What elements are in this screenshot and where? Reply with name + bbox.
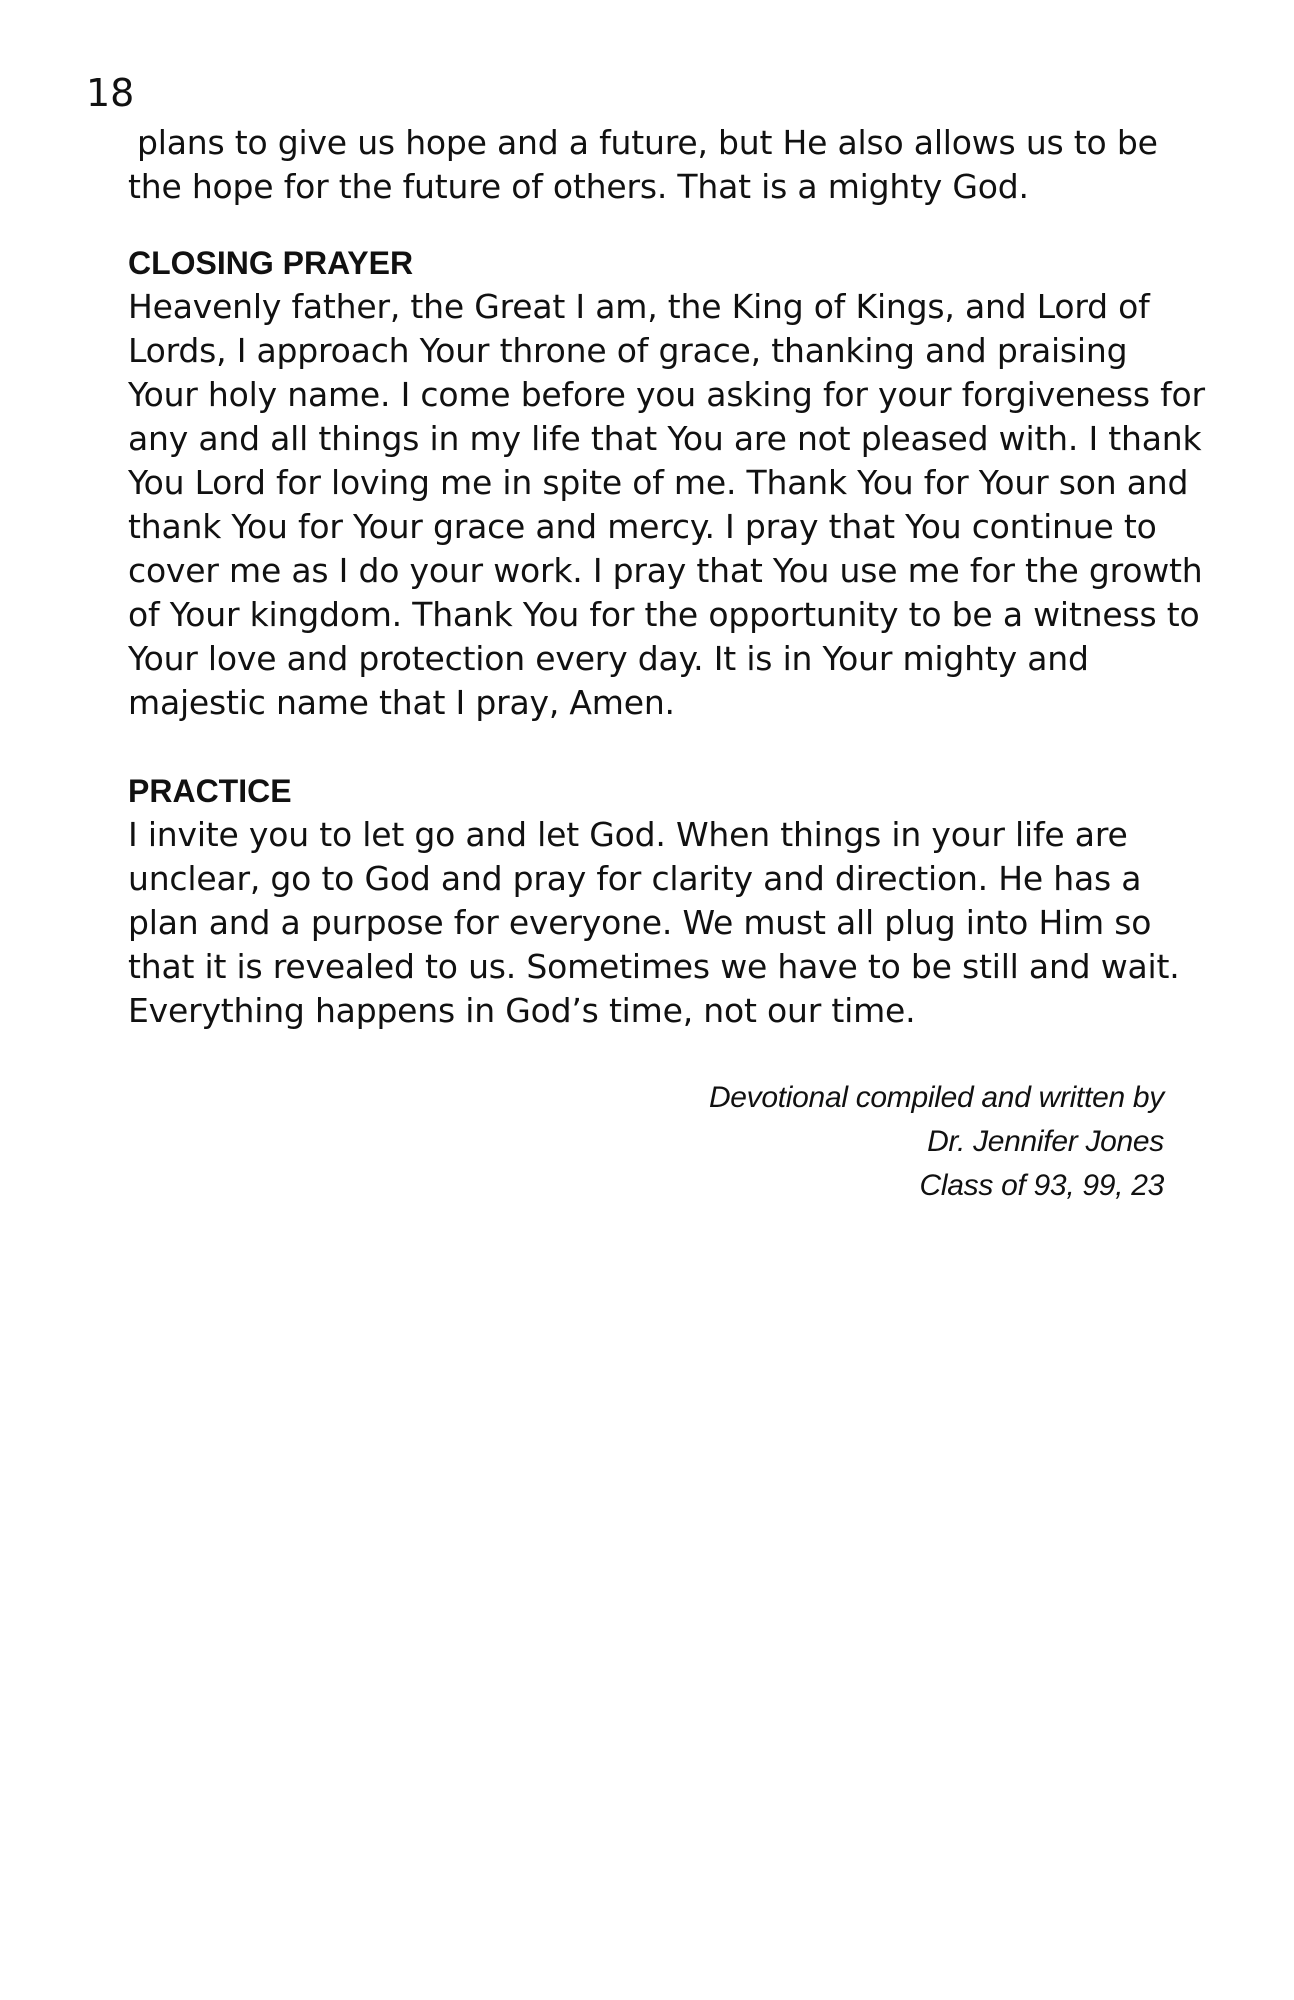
continuation-line: the hope for the future of others. That is a mighty God.: [128, 167, 1029, 206]
prayer-line: Lords, I approach Your throne of grace, thanking and praising: [128, 331, 1128, 370]
signature-line: Devotional compiled and written by: [708, 1081, 1164, 1114]
closing-prayer-heading: CLOSING PRAYER: [128, 245, 414, 281]
signature-class: Class of 93, 99, 23: [919, 1169, 1164, 1202]
practice-heading: PRACTICE: [128, 773, 292, 809]
continuation-paragraph: [128, 121, 1168, 209]
practice-line: unclear, go to God and pray for clarity and direction. He has a: [128, 859, 1142, 898]
practice-line: that it is revealed to us. Sometimes we have to be still and wait.: [128, 947, 1180, 986]
prayer-line: You Lord for loving me in spite of me. Thank You for Your son and: [128, 463, 1189, 502]
prayer-line: any and all things in my life that You are not pleased with. I thank: [128, 419, 1202, 458]
continuation-line: plans to give us hope and a future, but He also allows us to be: [137, 123, 1158, 162]
signature-author: Dr. Jennifer Jones: [927, 1125, 1164, 1158]
practice-line: I invite you to let go and let God. When things in your life are: [128, 815, 1128, 854]
prayer-line: Your holy name. I come before you asking for your forgiveness for: [128, 375, 1205, 414]
prayer-line: cover me as I do your work. I pray that You use me for the growth: [128, 551, 1203, 590]
page-number: 18: [86, 71, 135, 115]
prayer-line: Heavenly father, the Great I am, the King of Kings, and Lord of: [128, 287, 1150, 326]
practice-line: Everything happens in God’s time, not our time.: [128, 991, 916, 1030]
prayer-line: Your love and protection every day. It is in Your mighty and: [128, 639, 1089, 678]
prayer-line: thank You for Your grace and mercy. I pray that You continue to: [128, 507, 1157, 546]
practice-line: plan and a purpose for everyone. We must all plug into Him so: [128, 903, 1152, 942]
prayer-line: majestic name that I pray, Amen.: [128, 683, 675, 722]
author-signature: [709, 1076, 1164, 1208]
devotional-body: [128, 121, 1205, 1033]
closing-prayer-paragraph: [128, 285, 1205, 725]
prayer-line: of Your kingdom. Thank You for the opportunity to be a witness to: [128, 595, 1200, 634]
practice-paragraph: [128, 813, 1180, 1033]
